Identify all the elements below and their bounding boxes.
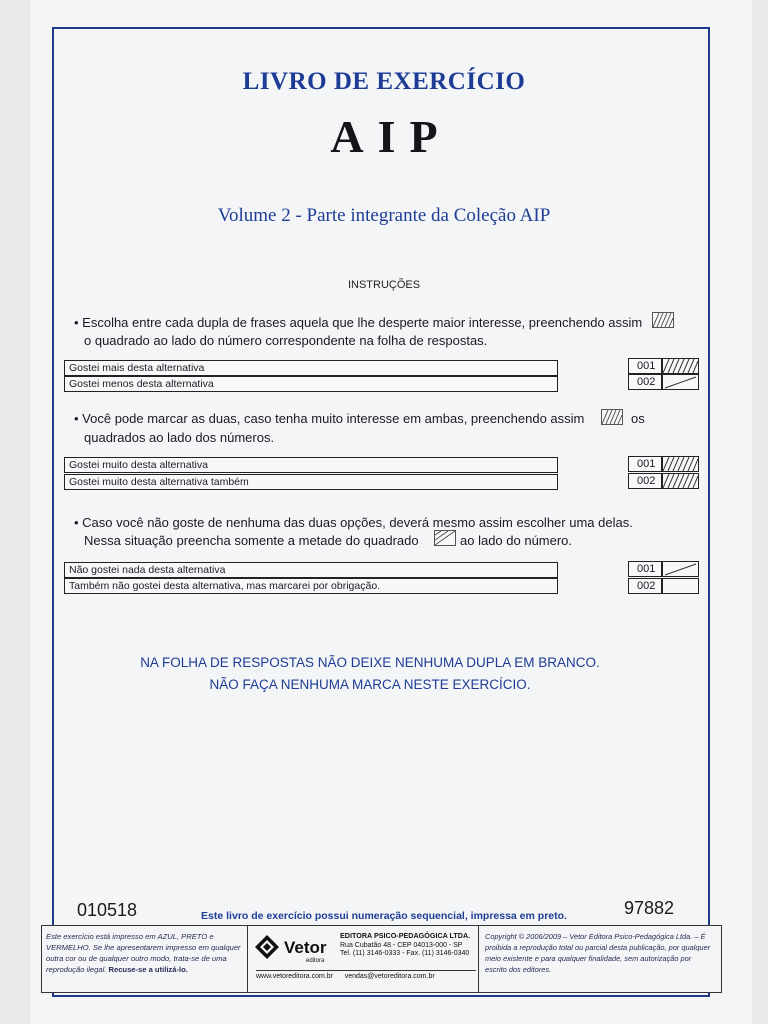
footer-print-notice (42, 926, 248, 992)
warning-line-1: NA FOLHA DE RESPOSTAS NÃO DEIXE NENHUMA DUPLA EM BRANCO. (140, 655, 600, 670)
instruction-3-line-2-end: ao lado do número. (460, 533, 573, 548)
example-1-row-2: Gostei menos desta alternativa (64, 376, 558, 392)
footer-box (41, 925, 722, 993)
footer-publisher (248, 926, 479, 992)
full-hatch-icon (662, 456, 699, 472)
half-mark-example-icon (434, 530, 456, 546)
example-1-number-1: 001 (628, 358, 662, 374)
logo-name: Vetor (284, 938, 327, 957)
instruction-2-line-1-end: os (631, 411, 645, 426)
logo-sub: editora (306, 958, 325, 964)
website-link[interactable]: www.vetoreditora.com.br (256, 973, 334, 980)
footer-links (256, 970, 476, 980)
book-title: LIVRO DE EXERCÍCIO (242, 68, 526, 95)
example-2-row-2: Gostei muito desta alternativa também (64, 474, 558, 490)
half-hatch-icon (662, 561, 699, 577)
publisher-phone: Tel. (11) 3146-0333 - Fax. (11) 3146-0340 (340, 950, 470, 957)
footer-left-text: Este exercício está impresso em AZUL, PRETO e VERMELHO. Se lhe apresentarem impresso em qualquer outra cor ou de qualquer outro modo, trata-se de uma reprodução ilegal. (46, 932, 241, 974)
example-2-number-2: 002 (628, 473, 662, 489)
instruction-3-line-2: Nessa situação preencha somente a metade do quadrado (84, 533, 419, 548)
instruction-3-line-1: • Caso você não goste de nenhuma das duas opções, deverá mesmo assim escolher uma delas. (74, 515, 633, 530)
serial-code-left: 010518 (77, 900, 138, 920)
example-3-row-2: Também não gostei desta alternativa, mas marcarei por obrigação. (64, 578, 558, 594)
example-1-row-1: Gostei mais desta alternativa (64, 360, 558, 376)
serial-code-right: 97882 (624, 898, 675, 918)
full-mark-example-icon (652, 312, 674, 328)
example-1-number-2: 002 (628, 374, 662, 390)
half-hatch-icon (662, 374, 699, 390)
example-3-number-2: 002 (628, 578, 662, 594)
full-hatch-icon (662, 473, 699, 489)
full-mark-example-icon (601, 409, 623, 425)
email-link[interactable]: vendas@vetoreditora.com.br (344, 973, 435, 980)
volume-subtitle: Volume 2 - Parte integrante da Coleção AIP (217, 205, 551, 226)
instruction-1-line-1: • Escolha entre cada dupla de frases aquela que lhe desperte maior interesse, preenchendo assim (74, 315, 643, 330)
instructions-heading: INSTRUÇÕES (347, 279, 421, 291)
publisher-name: EDITORA PSICO-PEDAGÓGICA LTDA. (340, 931, 471, 940)
vetor-logo (254, 934, 334, 962)
footer-copyright: Copyright © 2006/2009 – Vetor Editora Psico-Pedagógica Ltda. – É proibida a reprodução total ou parcial desta publicação, por qualquer meio existente e para qualquer finalidade, sem autorização por escrito dos editores. (485, 932, 711, 974)
example-2-row-1: Gostei muito desta alternativa (64, 457, 558, 473)
instruction-2-line-2: quadrados ao lado dos números. (84, 430, 275, 445)
warning-line-2: NÃO FAÇA NENHUMA MARCA NESTE EXERCÍCIO. (209, 677, 531, 692)
vetor-logo-icon (254, 934, 280, 960)
page-border (52, 27, 710, 997)
footer-left-bold: Recuse-se a utilizá-lo. (108, 965, 188, 974)
instruction-1-line-2: o quadrado ao lado do número correspondente na folha de respostas. (84, 333, 488, 348)
example-2-number-1: 001 (628, 456, 662, 472)
sequence-note: Este livro de exercício possui numeração sequencial, impressa em preto. (201, 910, 567, 922)
instruction-2-line-1: • Você pode marcar as duas, caso tenha muito interesse em ambas, preenchendo assim (74, 411, 585, 426)
example-3-row-1: Não gostei nada desta alternativa (64, 562, 558, 578)
brand-title: AIP (330, 111, 452, 162)
publisher-address: Rua Cubatão 48 - CEP 04013-000 - SP (340, 941, 463, 949)
full-hatch-icon (662, 358, 699, 374)
example-3-number-1: 001 (628, 561, 662, 577)
publisher-info (340, 932, 480, 959)
empty-box-icon (662, 578, 699, 594)
